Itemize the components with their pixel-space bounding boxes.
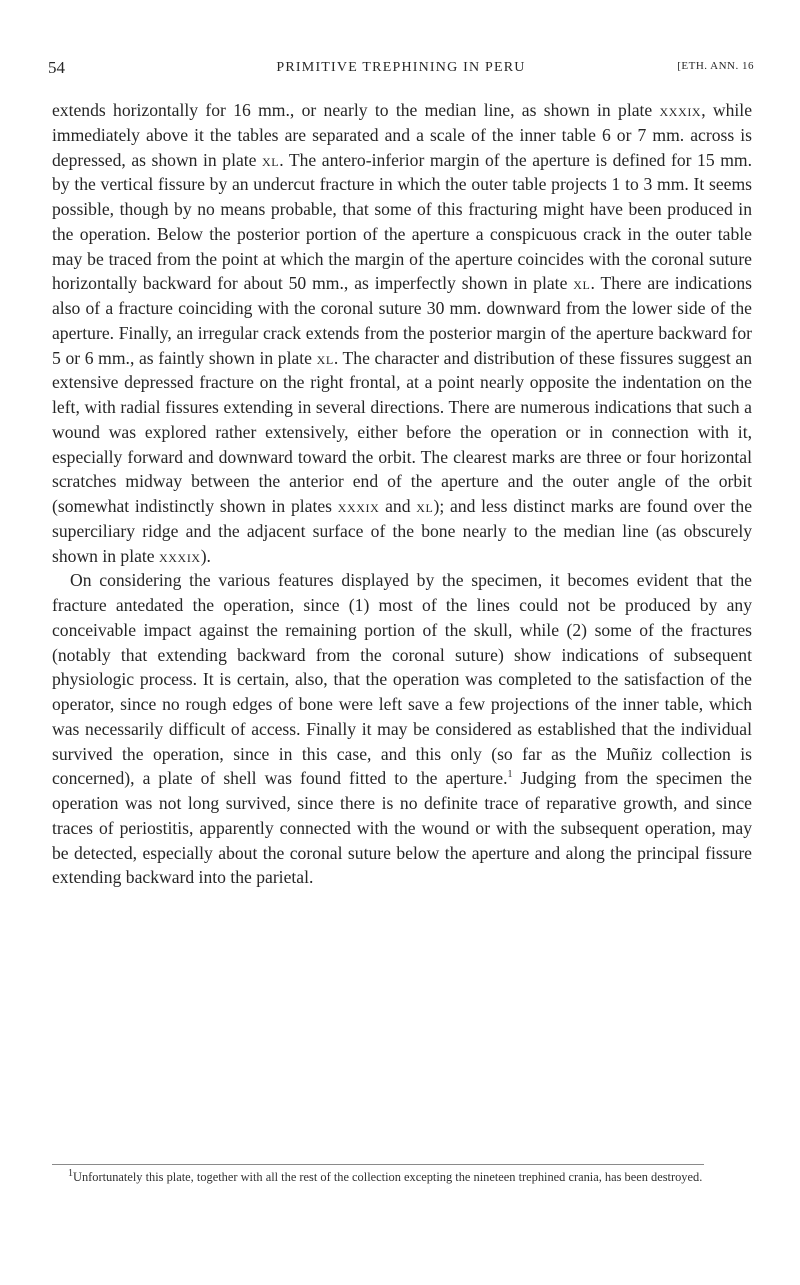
running-reference: [ETH. ANN. 16 [677,60,754,72]
text-run: . There are indications also of a fracture coinciding with the coronal suture 30 mm. downward from the lower side of the aperture. Finally, an irregular crack extends from the posterior margin of the aperture backward for 5 or 6 mm., as faintly shown in plate [52,273,752,368]
text-run: , while immediately above it the tables are separated and a scale of the inner table 6 or 7 mm. across is depressed, as shown in plate [52,100,752,170]
plate-ref: xl [573,273,591,294]
running-title: PRIMITIVE TREPHINING IN PERU [276,60,526,75]
text-run: . The character and distribution of these fissures suggest an extensive depressed fracture on the right frontal, at a point nearly opposite the indentation on the left, with radial fissures extending in several directions. There are numerous indications that such a wound was explored rather extensively, either before the operation or in connection with it, especially forward and downward toward the orbit. The clearest marks are three or four horizontal scratches midway between the anterior end of the aperture and the outer angle of the orbit (somewhat indistinctly shown in plates [52,347,752,516]
text-run: and [379,496,417,516]
plate-ref: xxxix [659,100,702,120]
footnote-divider [52,1164,704,1165]
running-header [48,58,754,84]
body-text [52,98,752,890]
plate-ref: xxxix [337,496,380,516]
paragraph-2 [52,568,752,890]
plate-ref: xl [416,496,434,516]
plate-ref: xl [262,149,280,170]
footnote-text: Unfortunately this plate, together with all the rest of the collection excepting the nineteen trephined crania, has been destroyed. [73,1170,703,1184]
text-run: On considering the various features displayed by the specimen, it becomes evident that the fracture antedated the operation, since (1) most of the lines could not be produced by any conceivable impact against the remaining portion of the skull, while (2) some of the fractures (notably that extending backward from the coronal suture) show indications of subsequent physiologic process. It is certain, also, that the operation was completed to the satisfaction of the operator, since no rough edges of bone were left save a few projections of the inner table, which was necessarily difficult of access. Finally it may be considered as established that the individual survived the operation, since in this case, and this only (so far as the Muñiz collection is concerned), a plate of shell was found fitted to the aperture. [52,570,752,789]
footnote [52,1168,754,1186]
plate-ref: xxxix [159,545,201,566]
text-run: ); and less distinct marks are found over the superciliary ridge and the adjacent surface of the bone nearly to the median line (as obscurely shown in plate [52,496,752,566]
plate-ref: xl [316,347,334,368]
text-run: ). [200,545,211,566]
text-run: extends horizontally for 16 mm., or nearly to the median line, as shown in plate [52,100,660,120]
footnote-mark: 1 [68,1167,73,1179]
text-run: Judging from the specimen the operation was not long survived, since there is no definite trace of reparative growth, and since traces of periostitis, apparently connected with the wound or with the subsequent operation, may be detected, especially about the coronal suture below the aperture and along the principal fissure extending backward into the parietal. [52,768,752,888]
page-number: 54 [48,58,65,77]
text-run: . The antero-inferior margin of the aperture is defined for 15 mm. by the vertical fissure by an undercut fracture in which the outer table projects 1 to 3 mm. It seems possible, though by no means probable, that some of this fracturing might have been produced in the operation. Below the posterior portion of the aperture a conspicuous crack in the outer table may be traced from the point at which the margin of the aperture coincides with the coronal suture horizontally backward for about 50 mm., as imperfectly shown in plate [52,149,752,294]
footnote-reference[interactable]: 1 [507,769,513,781]
paragraph-1 [52,98,752,568]
